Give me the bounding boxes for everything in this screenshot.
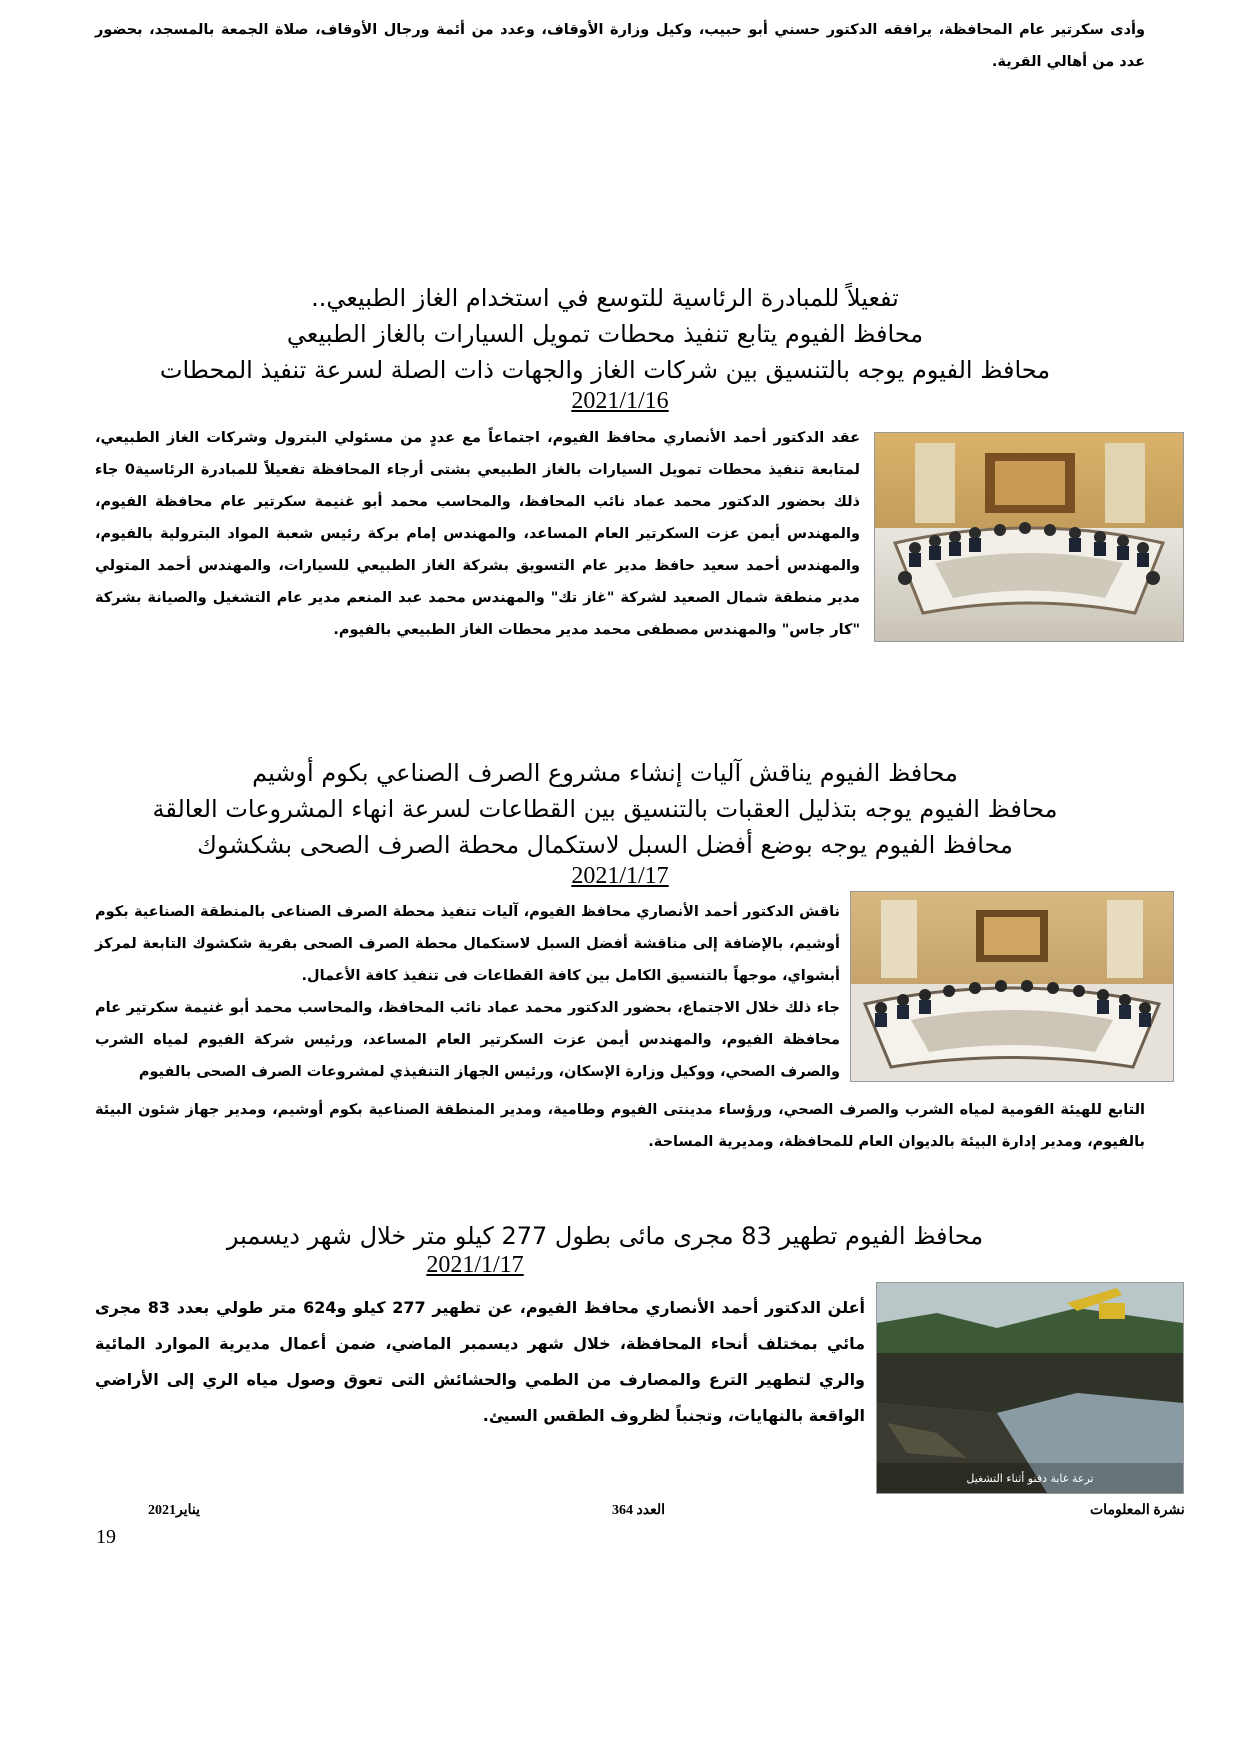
article1-headline-1: تفعيلاً للمبادرة الرئاسية للتوسع في استخدام الغاز الطبيعي.. <box>311 284 899 312</box>
article2-body-p2a: جاء ذلك خلال الاجتماع، بحضور الدكتور محمد عماد نائب المحافظ، والمحاسب محمد أبو غنيمة سكرتير عام محافظة الفيوم، والمهندس أيمن عزت السكرتير العام المساعد، ورئيس شركة الفيوم لمياه الشرب والصرف الصحي، ووكيل وزارة الإسكان، ورئيس الجهاز التنفيذي لمشروعات الصرف الصحى بالفيوم <box>95 1000 840 1080</box>
footer-month: يناير2021 <box>148 1503 201 1518</box>
footer-publication: نشرة المعلومات <box>1090 1503 1185 1518</box>
article3-body: أعلن الدكتور أحمد الأنصاري محافظ الفيوم، عن تطهير 277 كيلو و624 متر طولي بعدد 83 مجرى مائي بمختلف أنحاء المحافظة، خلال شهر ديسمبر الماضي، ضمن أعمال مديرية الموارد المائية والري لتطهير الترع والمصارف من الطمي والحشائش التى تعوق وصول مياه الري إلى الأراضي الواقعة بالنهايات، وتجنباً لظروف الطقس السيئ. <box>95 1298 866 1425</box>
article1-headline-2: محافظ الفيوم يتابع تنفيذ محطات تمويل السيارات بالغاز الطبيعي <box>286 320 924 348</box>
article1-date: 2021/1/16 <box>571 388 669 414</box>
article3-date: 2021/1/17 <box>426 1252 524 1278</box>
article2-body-p2b: التابع للهيئة القومية لمياه الشرب والصرف الصحي، ورؤساء مدينتى الفيوم وطامية، ومدير المنطقة الصناعية بكوم أوشيم، ومدير جهاز شئون البيئة بالفيوم، ومدير إدارة البيئة بالديوان العام للمحافظة، ومديرية المساحة. <box>95 1102 1145 1150</box>
canal-photo <box>876 1282 1184 1494</box>
article2-date: 2021/1/17 <box>571 863 669 889</box>
article2-headline-2: محافظ الفيوم يوجه بتذليل العقبات بالتنسيق بين القطاعات لسرعة انهاء المشروعات العالقة <box>152 795 1058 823</box>
top-paragraph: وأدى سكرتير عام المحافظة، يرافقه الدكتور حسني أبو حبيب، وكيل وزارة الأوقاف، وعدد من أئمة ورجال الأوقاف، صلاة الجمعة بالمسجد، بحضور عدد من أهالي القرية. <box>95 22 1145 70</box>
article2-headline-1: محافظ الفيوم يناقش آليات إنشاء مشروع الصرف الصناعي بكوم أوشيم <box>252 759 958 787</box>
article1-headline-3: محافظ الفيوم يوجه بالتنسيق بين شركات الغاز والجهات ذات الصلة لسرعة تنفيذ المحطات <box>159 356 1051 384</box>
meeting-photo-2 <box>850 891 1174 1082</box>
article2-headline-3: محافظ الفيوم يوجه بوضع أفضل السبل لاستكمال محطة الصرف الصحى بشكشوك <box>197 831 1013 859</box>
page-number: 19 <box>96 1526 116 1548</box>
article1-body: عقد الدكتور أحمد الأنصاري محافظ الفيوم، اجتماعاً مع عددٍ من مسئولي البترول وشركات الغاز الطبيعي، لمتابعة تنفيذ محطات تمويل السيارات بالغاز الطبيعي بشتى أرجاء المحافظة تفعيلاً للمبادرة الرئاسية0 جاء ذلك بحضور الدكتور محمد عماد نائب المحافظ، والمحاسب محمد أبو غنيمة سكرتير عام محافظة الفيوم، والمهندس أيمن عزت السكرتير العام المساعد، والمهندس إمام بركة رئيس شعبة المواد البترولية بالفيوم، والمهندس أحمد سعيد حافظ مدير عام التسويق بشركة الغاز الطبيعي للسيارات، والمهندس أحمد المتولي مدير منطقة شمال الصعيد لشركة "غاز تك" والمهندس محمد عبد المنعم مدير عام التشغيل والصيانة بشركة "كار جاس" والمهندس مصطفى محمد مدير محطات الغاز الطبيعي بالفيوم. <box>95 430 860 638</box>
article2-body-p1: ناقش الدكتور أحمد الأنصاري محافظ الفيوم، آليات تنفيذ محطة الصرف الصناعى بالمنطقة الصناعية بكوم أوشيم، بالإضافة إلى مناقشة أفضل السبل لاستكمال محطة الصرف الصحى بقرية شكشوك التابعة لمركز أبشواي، موجهاً بالتنسيق الكامل بين كافة القطاعات فى تنفيذ كافة الأعمال. <box>95 904 840 984</box>
canal-photo-caption: ترعة غابة دفنو أثناء التشغيل <box>966 1472 1094 1485</box>
meeting-photo <box>874 432 1184 642</box>
article3-headline: محافظ الفيوم تطهير 83 مجرى مائى بطول 277 كيلو متر خلال شهر ديسمبر <box>226 1222 984 1250</box>
footer-issue: العدد 364 <box>612 1503 665 1518</box>
